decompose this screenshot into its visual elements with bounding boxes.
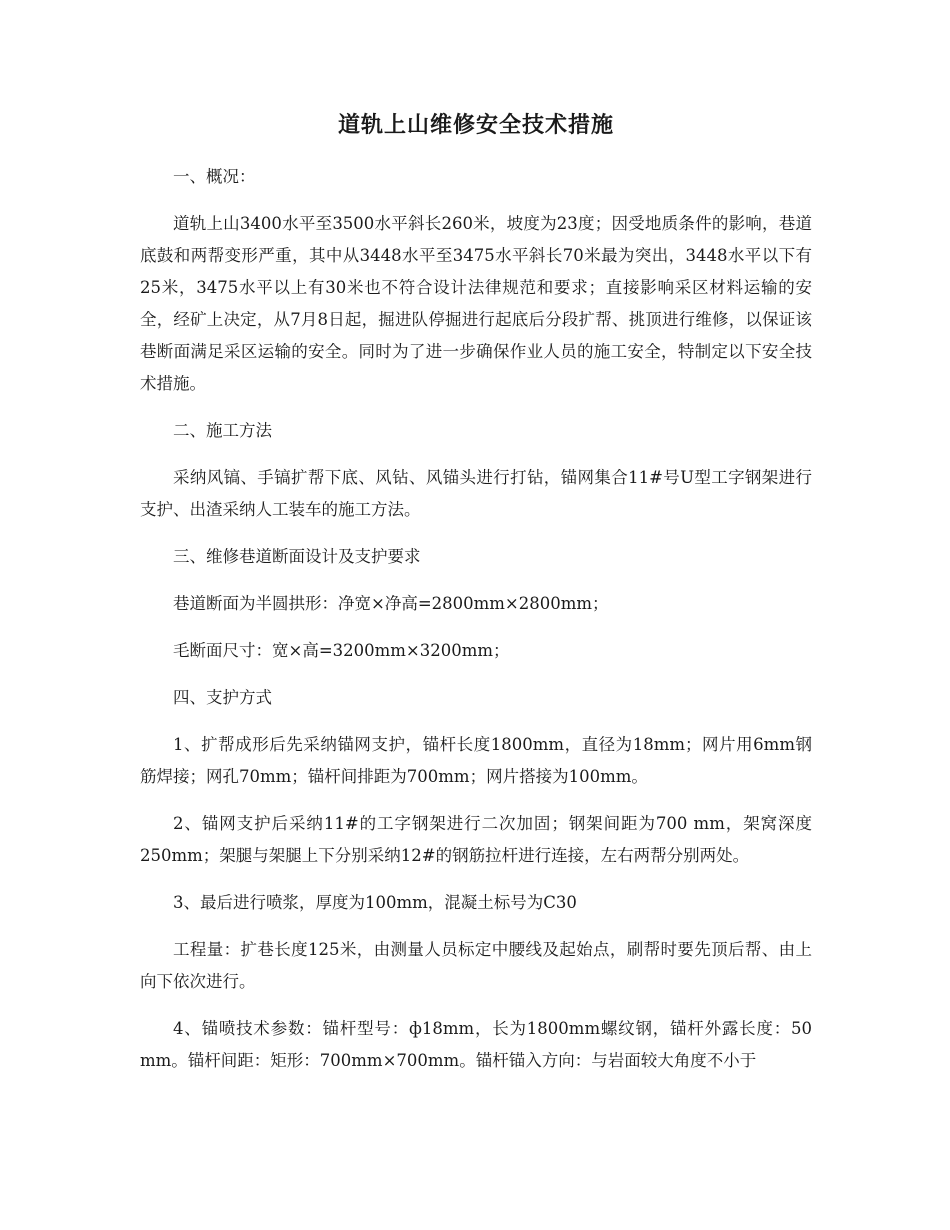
- paragraph-support-2: 2、锚网支护后采纳11#的工字钢架进行二次加固；钢架间距为700 mm，架窝深度250mm；架腿与架腿上下分别采纳12#的钢筋拉杆进行连接，左右两帮分别两处。: [140, 814, 812, 865]
- paragraph-support-4: 4、锚喷技术参数：锚杆型号：ф18mm，长为1800mm螺纹钢，锚杆外露长度：50 mm。锚杆间距：矩形：700mm×700mm。锚杆锚入方向：与岩面较大角度不小于: [140, 1019, 812, 1070]
- paragraph-support-1: 1、扩帮成形后先采纳锚网支护，锚杆长度1800mm，直径为18mm；网片用6mm钢筋焊接；网孔70mm；锚杆间排距为700mm；网片搭接为100mm。: [140, 735, 812, 786]
- document-title: 道轨上山维修安全技术措施: [337, 112, 614, 138]
- paragraph-overview: 道轨上山3400水平至3500水平斜长260米，坡度为23度；因受地质条件的影响，巷道底鼓和两帮变形严重，其中从3448水平至3475水平斜长70米最为突出，3448水平以下有25米，3475水平以上有30米也不符合设计法律规范和要求；直接影响采区材料运输的安全，经矿上决定，从7月8日起，掘进队停掘进行起底后分段扩帮、挑顶进行维修，以保证该巷断面满足采区运输的安全。同时为了进一步确保作业人员的施工安全，特制定以下安全技术措施。: [140, 214, 812, 393]
- paragraph-net-section: 巷道断面为半圆拱形：净宽×净高=2800mm×2800mm；: [173, 594, 609, 613]
- paragraph-support-3: 3、最后进行喷浆，厚度为100mm，混凝土标号为C30: [173, 893, 577, 912]
- section-heading-overview: 一、概况：: [173, 167, 256, 186]
- paragraph-method: 采纳风镐、手镐扩帮下底、风钻、风锚头进行打钻，锚网集合11#号U型工字钢架进行支护、出渣采纳人工装车的施工方法。: [140, 468, 812, 519]
- section-heading-method: 二、施工方法: [173, 421, 272, 440]
- section-heading-design: 三、维修巷道断面设计及支护要求: [173, 547, 421, 566]
- paragraph-workload: 工程量：扩巷长度125米，由测量人员标定中腰线及起始点，刷帮时要先顶后帮、由上向下依次进行。: [140, 940, 812, 991]
- document-page: [140, 108, 812, 1092]
- paragraph-rough-section: 毛断面尺寸：宽×高=3200mm×3200mm；: [173, 641, 510, 660]
- section-heading-support: 四、支护方式: [173, 688, 272, 707]
